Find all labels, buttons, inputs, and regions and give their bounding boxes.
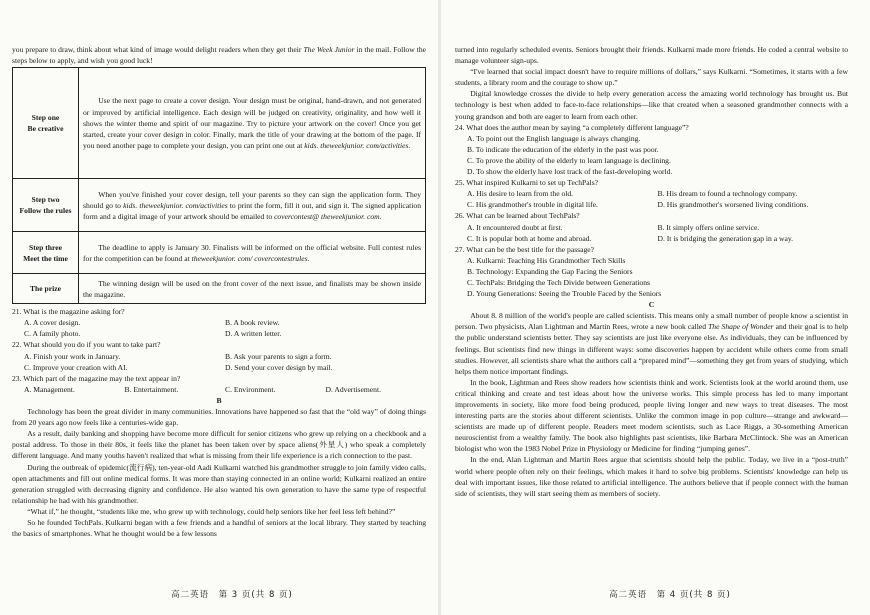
passage-paragraph: “I've learned that social impact doesn't have to require millions of dollars,” says Kulkarni. “Sometimes, it starts with a few students, a library room and the courage to show up.” — [455, 67, 848, 88]
option: A. To point out the English language is always changing. — [467, 133, 641, 143]
question-stem: 26. What can be learned about TechPals? — [455, 211, 580, 221]
option: C. Improve your creation with AI. — [24, 362, 128, 372]
option: D. Young Generations: Seeing the Trouble Faced by the Seniors — [467, 289, 662, 299]
step-label: Step two Follow the rules — [13, 179, 79, 232]
option: A. His desire to learn from the old. — [467, 189, 574, 199]
step-label: The prize — [13, 274, 79, 304]
option: B. Ask your parents to sign a form. — [225, 351, 332, 361]
step-text: When you've finished your cover design, tell your parents so they can sign the application form. They should go to kids. theweekjunior. com/activities to print the form, fill it out, and sign it. The signed application form and a digital image of your artwork should be emailed to covercontest@ theweekjunior. com. — [79, 179, 426, 232]
passage-paragraph: Digital knowledge crosses the divide to help every generation access the amazing world technology has brought us. But technology is best when added to face-to-face relationships—like that created when a seasoned grandmother connects with a young grandson and both are eager to learn from each other. — [455, 89, 848, 121]
step-label: Step one Be creative — [13, 68, 79, 179]
option: C. A family photo. — [24, 329, 81, 339]
step-row — [13, 68, 426, 179]
intro-paragraph: you prepare to draw, think about what kind of image would delight readers when they get their The Week Junior in the mail. Follow the steps below to apply, and wish you good luck! — [12, 45, 426, 66]
option: C. It is popular both at home and abroad. — [467, 233, 592, 243]
option: C. Environment. — [225, 384, 276, 394]
options-grid — [12, 317, 426, 339]
option: D. It is bridging the generation gap in a way. — [657, 233, 794, 243]
option: A. Management. — [24, 384, 75, 394]
option: D. His grandmother's worsened living conditions. — [657, 200, 809, 210]
options-grid — [455, 188, 848, 210]
section-heading: C — [648, 300, 655, 310]
passage-paragraph: “What if,” he thought, “students like me, who grew up with technology, could help seniors like her feel less left behind?” — [27, 506, 396, 516]
step-label: Step three Meet the time — [13, 232, 79, 274]
passage-paragraph: So he founded TechPals. Kulkarni began with a few friends and a handful of seniors at the local library. They started by teaching the basics of smartphones. What he thought would be a few lessons — [12, 517, 426, 539]
option: C. His grandmother's trouble in digital life. — [467, 200, 598, 210]
passage-paragraph: As a result, daily banking and shopping have become more difficult for senior citizens who grew up relying on a checkbook and a postal address. To those in their 80s, it feels like the planet has been taken over by space aliens(外星人) who speak a completely different language. And many youths haven't realized that what is missing from their life experience is a rich connection to the past. — [12, 429, 426, 461]
passage-paragraph: Technology has been the great divider in many communities. Innovations have happened so fast that the “old way” of doing things from 20 years ago now feels like a centuries-wide gap. — [12, 407, 426, 428]
passage-paragraph: In the book, Lightman and Rees show readers how scientists think and work. Scientists look at the world around them, use critical thinking and create and test ideas about how the universe works. This simple process has led to many important improvements in society, like more food being produced, people living longer and new ways to treat diseases. The most interesting parts are the stories about different scientists. Unlike the common image in pop culture—strange and awkward—scientists are made up of different people. Readers meet modern scientists, such as Lace Riggs, a 30-something American neuroscientist from a wealthy family. The book also highlights past scientists, like Barbara McClintock. She was an American biologist who won the 1983 Nobel Prize in Physiology or Medicine for finding “jumping genes”. — [455, 377, 848, 454]
step-text: The winning design will be used on the front cover of the next issue, and finalists may be shown inside the magazine. — [79, 274, 426, 304]
step-text: Use the next page to create a cover design. Your design must be original, hand-drawn, and not generated or improved by artificial intelligence. Each design will be judged on creativity, originality, and how well it shows the winter theme and spirit of our magazine. Try to picture your artwork on the cover! Once you get started, create your cover design in color. Finally, mark the title of your drawing at the bottom of the page. If you need another page to complete your design, you can print one out at kids. theweekjunior. com/activities. — [79, 68, 426, 179]
option: B. It simply offers online service. — [657, 222, 760, 232]
page-footer: 高二英语 第 3 页(共 8 页) — [171, 590, 293, 600]
right-page — [440, 0, 870, 615]
option: B. Technology: Expanding the Gap Facing the Seniors — [467, 266, 633, 276]
step-text: The deadline to apply is January 30. Finalists will be informed on the official website. Full contest rules for the competition can be found at theweekjunior. com/ covercontestrules. — [79, 232, 426, 274]
option: A. Kulkarni: Teaching His Grandmother Tech Skills — [467, 255, 626, 265]
question-stem: 21. What is the magazine asking for? — [12, 307, 125, 317]
option: B. To indicate the education of the elderly in the past was poor. — [467, 144, 659, 154]
step-row — [13, 232, 426, 274]
question-stem: 22. What should you do if you want to take part? — [12, 340, 161, 350]
options-grid — [12, 351, 426, 373]
option: D. Send your cover design by mail. — [225, 362, 333, 372]
options-grid — [455, 222, 848, 244]
option: D. Advertisement. — [325, 384, 381, 394]
question-stem: 24. What does the author mean by saying “a completely different language”? — [455, 122, 689, 132]
passage-paragraph: About 8. 8 million of the world's people are called scientists. This means only a small number of people know a scientist in person. Two physicists, Alan Lightman and Martin Rees, wrote a new book called The Shape of Wonder and their goal is to help the public understand scientists better. They say scientists are just like everyone else. As individuals, they can be influenced by feelings. But scientists find new things in different ways: some discoveries happen by accident while others come from small studies. However, all scientists share what the authors call a “prepared mind”—something they get from years of studying, which helps them notice important findings. — [455, 311, 849, 376]
page-footer: 高二英语 第 4 页(共 8 页) — [609, 590, 731, 600]
step-row — [13, 274, 426, 304]
question-stem: 27. What can be the best title for the passage? — [455, 244, 595, 254]
question-stem: 23. Which part of the magazine may the text appear in? — [12, 373, 181, 383]
question-stem: 25. What inspired Kulkarni to set up TechPals? — [455, 178, 599, 188]
option: D. To show the elderly have lost track of the fast-developing world. — [467, 167, 673, 177]
step-row — [13, 179, 426, 232]
options-grid — [12, 384, 426, 395]
passage-paragraph: turned into regularly scheduled events. Seniors brought their friends. Kulkarni made more friends. He coded a central website to manage volunteer sign-ups. — [455, 45, 848, 66]
option: C. To prove the ability of the elderly to learn language is declining. — [467, 155, 671, 165]
option: B. His dream to found a technology company. — [657, 189, 798, 199]
passage-paragraph: In the end, Alan Lightman and Martin Rees argue that scientists should help the public. Today, we live in a “post-truth” world where people often rely on their feelings, which makes it hard to solve big problems. Scientists' knowledge can help us deal with important issues, like those related to artificial intelligence. The authors believe that if people connect with the human side of scientists, they will start seeing them as members of society. — [455, 455, 848, 498]
option: A. It encountered doubt at first. — [467, 222, 563, 232]
passage-paragraph: During the outbreak of epidemic(流行病), ten-year-old Aadi Kulkarni watched his grandmother struggle to join family video calls, open attachments and fill out online medical forms. It was more than staying connected in an online world; Kulkarni realized an entire generation struggled with decreasing dignity and confidence. He also wanted his own generation to have the same type of respectful relationship he had with his grandmother. — [12, 462, 426, 505]
option: C. TechPals: Bridging the Tech Divide between Generations — [467, 277, 650, 287]
option: A. Finish your work in January. — [24, 351, 121, 361]
section-heading: B — [216, 395, 222, 405]
steps-table — [12, 67, 426, 304]
option: D. A written letter. — [225, 329, 282, 339]
option: A. A cover design. — [24, 318, 81, 328]
option: B. Entertainment. — [124, 384, 179, 394]
option: B. A book review. — [225, 318, 280, 328]
